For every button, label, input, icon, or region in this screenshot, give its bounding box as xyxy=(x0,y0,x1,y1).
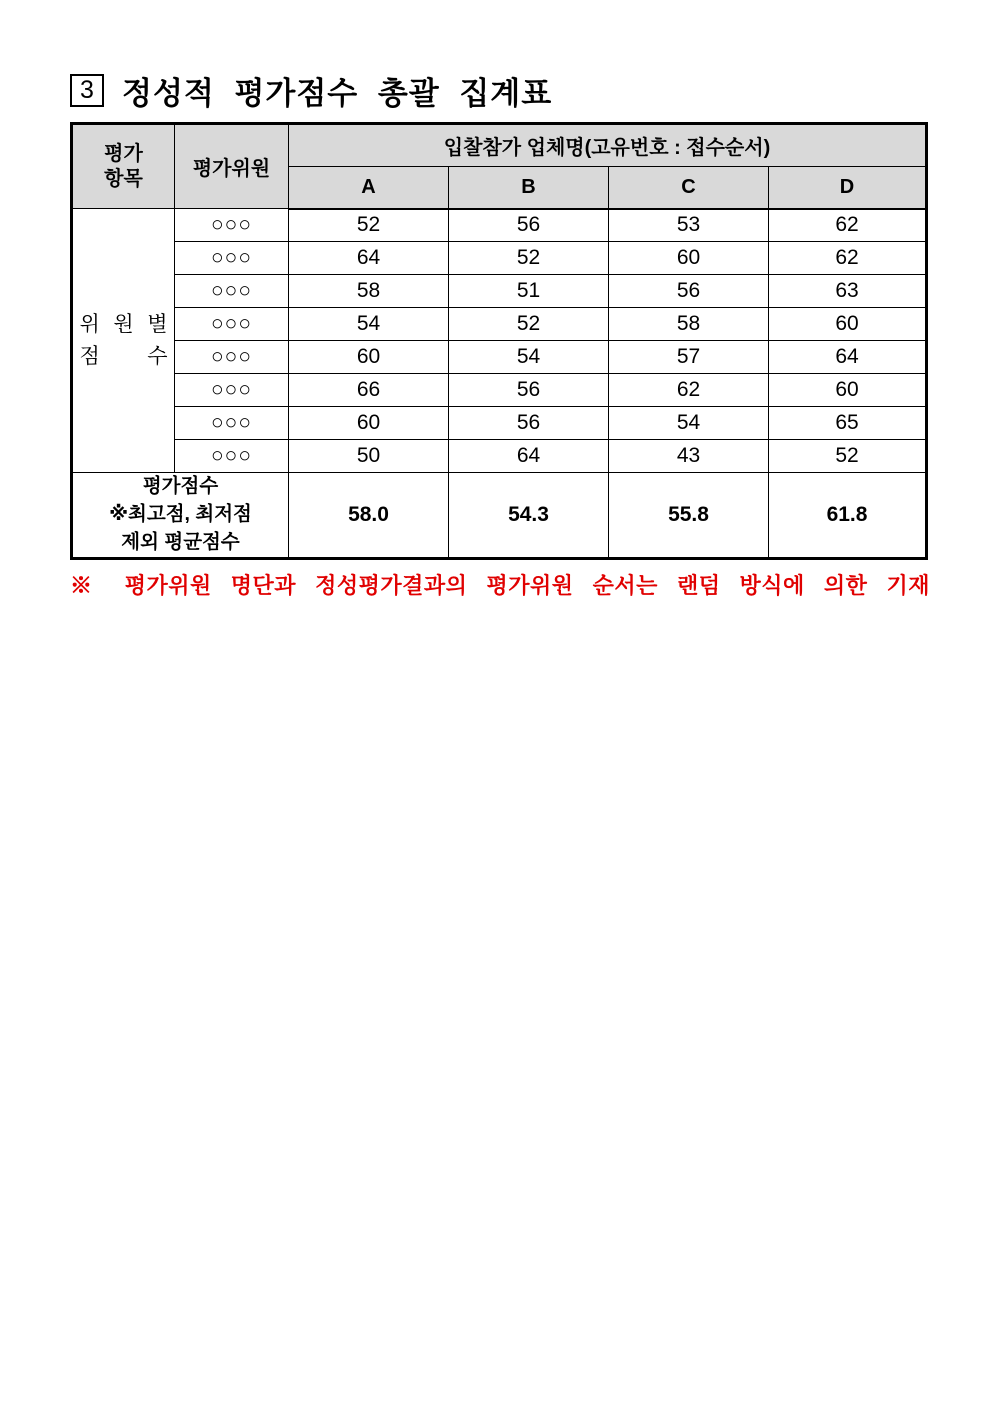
score-cell: 56 xyxy=(609,275,769,308)
table-row xyxy=(72,275,927,308)
score-cell: 56 xyxy=(449,407,609,440)
score-cell: 52 xyxy=(769,440,927,473)
evaluator-cell: ○○○ xyxy=(175,308,289,341)
summary-row xyxy=(72,473,927,559)
score-cell: 58 xyxy=(289,275,449,308)
score-cell: 54 xyxy=(449,341,609,374)
score-cell: 64 xyxy=(289,242,449,275)
summary-score-b: 54.3 xyxy=(449,473,609,559)
table-row xyxy=(72,308,927,341)
evaluator-cell: ○○○ xyxy=(175,275,289,308)
score-cell: 53 xyxy=(609,209,769,242)
score-cell: 56 xyxy=(449,374,609,407)
header-company-d: D xyxy=(769,167,927,209)
evaluator-cell: ○○○ xyxy=(175,374,289,407)
table-row xyxy=(72,209,927,242)
score-cell: 52 xyxy=(449,242,609,275)
row-group-label-line1: 위 원 별 xyxy=(79,313,168,336)
header-companies-span: 입찰참가 업체명(고유번호 : 접수순서) xyxy=(289,124,927,167)
score-cell: 52 xyxy=(289,209,449,242)
section-title xyxy=(70,68,552,113)
section-title-text: 정성적 평가점수 총괄 집계표 xyxy=(122,76,553,111)
footnote-text: ※ 평가위원 명단과 정성평가결과의 평가위원 순서는 랜덤 방식에 의한 기재 xyxy=(70,573,930,598)
evaluator-cell: ○○○ xyxy=(175,209,289,242)
section-number: 3 xyxy=(80,76,94,104)
score-cell: 64 xyxy=(769,341,927,374)
table-row xyxy=(72,407,927,440)
table-row xyxy=(72,440,927,473)
score-cell: 66 xyxy=(289,374,449,407)
score-cell: 58 xyxy=(609,308,769,341)
score-cell: 60 xyxy=(609,242,769,275)
header-company-a: A xyxy=(289,167,449,209)
score-cell: 64 xyxy=(449,440,609,473)
evaluator-cell: ○○○ xyxy=(175,242,289,275)
header-company-b: B xyxy=(449,167,609,209)
evaluator-cell: ○○○ xyxy=(175,440,289,473)
summary-label-line3: 제외 평균점수 xyxy=(121,530,240,553)
header-company-c: C xyxy=(609,167,769,209)
score-cell: 54 xyxy=(609,407,769,440)
row-group-label-cell xyxy=(72,209,175,473)
score-cell: 63 xyxy=(769,275,927,308)
score-cell: 60 xyxy=(289,407,449,440)
evaluator-cell: ○○○ xyxy=(175,407,289,440)
score-cell: 62 xyxy=(769,242,927,275)
table-row xyxy=(72,374,927,407)
table-row xyxy=(72,341,927,374)
summary-score-a: 58.0 xyxy=(289,473,449,559)
section-number-box xyxy=(70,74,104,107)
score-cell: 60 xyxy=(769,308,927,341)
score-cell: 57 xyxy=(609,341,769,374)
header-evaluator: 평가위원 xyxy=(175,124,289,209)
header-eval-item-line2: 항목 xyxy=(104,167,143,190)
score-cell: 51 xyxy=(449,275,609,308)
score-cell: 56 xyxy=(449,209,609,242)
row-group-label-line2: 점 수 xyxy=(79,344,168,368)
table-row xyxy=(72,242,927,275)
score-cell: 54 xyxy=(289,308,449,341)
score-cell: 62 xyxy=(769,209,927,242)
evaluator-cell: ○○○ xyxy=(175,341,289,374)
header-row-1 xyxy=(72,124,927,167)
header-eval-item-line1: 평가 xyxy=(104,142,143,165)
summary-label-line1: 평가점수 xyxy=(142,475,219,498)
summary-label-cell xyxy=(72,473,289,559)
score-cell: 60 xyxy=(289,341,449,374)
score-summary-table xyxy=(70,122,928,560)
score-cell: 50 xyxy=(289,440,449,473)
score-cell: 60 xyxy=(769,374,927,407)
score-cell: 52 xyxy=(449,308,609,341)
header-eval-item xyxy=(72,124,175,209)
score-cell: 43 xyxy=(609,440,769,473)
summary-label-line2: ※최고점, 최저점 xyxy=(109,503,252,526)
summary-score-d: 61.8 xyxy=(769,473,927,559)
summary-score-c: 55.8 xyxy=(609,473,769,559)
score-cell: 65 xyxy=(769,407,927,440)
score-cell: 62 xyxy=(609,374,769,407)
